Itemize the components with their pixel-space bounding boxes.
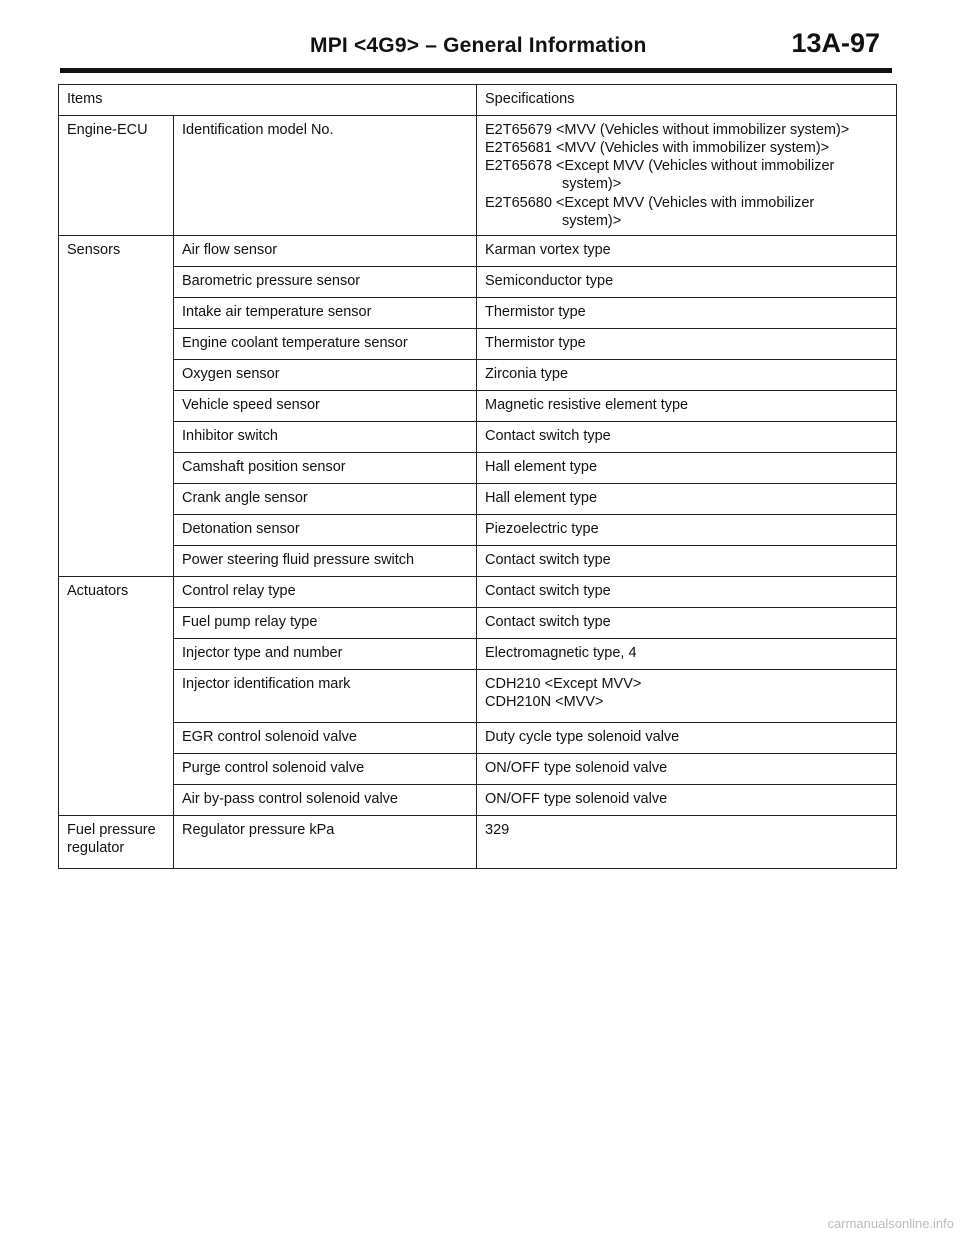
table-row [59,116,897,236]
spec-cell: Semiconductor type [477,266,897,297]
page-number: 13A-97 [791,28,880,58]
spec-line: CDH210 <Except MVV> [485,675,642,692]
table-row [59,784,897,815]
item-cell: Purge control solenoid valve [174,753,477,784]
item-cell: Barometric pressure sensor [174,266,477,297]
table-row [59,607,897,638]
spec-cell: Contact switch type [477,607,897,638]
table-row [59,452,897,483]
spec-cell: Hall element type [477,452,897,483]
table-row [59,328,897,359]
watermark: carmanualsonline.info [827,1216,954,1231]
item-cell: Vehicle speed sensor [174,390,477,421]
item-cell: Air flow sensor [174,235,477,266]
spec-line: system)> [562,176,622,193]
spec-line: E2T65680 <Except MVV (Vehicles with immobilizer [485,194,815,211]
item-cell: Engine coolant temperature sensor [174,328,477,359]
spec-cell: Hall element type [477,483,897,514]
table-row [59,297,897,328]
spec-cell: Duty cycle type solenoid valve [477,722,897,753]
spec-cell: Magnetic resistive element type [477,390,897,421]
specifications-table [58,84,897,869]
spec-cell: Contact switch type [477,421,897,452]
spec-line: E2T65681 <MVV (Vehicles with immobilizer system)> [485,140,830,157]
page-header [60,28,890,70]
item-cell: Air by-pass control solenoid valve [174,784,477,815]
table-row [59,390,897,421]
table-row [59,514,897,545]
table-row [59,266,897,297]
item-cell: Injector type and number [174,638,477,669]
table-row [59,235,897,266]
specifications-header: Specifications [477,85,897,116]
page-title: MPI <4G9> – General Information [310,34,647,57]
item-cell: Intake air temperature sensor [174,297,477,328]
spec-cell: Electromagnetic type, 4 [477,638,897,669]
group-cell-engine-ecu: Engine-ECU [59,116,174,236]
table-row [59,576,897,607]
item-cell: Power steering fluid pressure switch [174,545,477,576]
spec-line: E2T65678 <Except MVV (Vehicles without immobilizer [485,158,835,175]
item-cell: Regulator pressure kPa [174,815,477,868]
header-rule [60,68,892,73]
item-cell: Injector identification mark [174,669,477,722]
table-row [59,638,897,669]
spec-cell: ON/OFF type solenoid valve [477,784,897,815]
table-row [59,669,897,722]
spec-cell: Karman vortex type [477,235,897,266]
item-cell: Camshaft position sensor [174,452,477,483]
spec-cell [477,669,897,722]
item-cell: Oxygen sensor [174,359,477,390]
item-cell: Crank angle sensor [174,483,477,514]
table-row [59,421,897,452]
table-row [59,753,897,784]
spec-line: E2T65679 <MVV (Vehicles without immobilizer system)> [485,122,850,138]
items-header: Items [59,85,477,116]
spec-cell: Contact switch type [477,545,897,576]
table-row [59,483,897,514]
spec-cell: Contact switch type [477,576,897,607]
table-header-row [59,85,897,116]
group-cell-actuators: Actuators [59,576,174,815]
spec-line: CDH210N <MVV> [485,693,604,710]
spec-line: system)> [562,212,622,229]
spec-cell: 329 [477,815,897,868]
table-row [59,359,897,390]
item-cell: Fuel pump relay type [174,607,477,638]
group-cell-fuel-pressure-regulator: Fuel pressure regulator [59,815,174,868]
table-row [59,722,897,753]
spec-cell: Piezoelectric type [477,514,897,545]
item-cell: Detonation sensor [174,514,477,545]
item-cell: Inhibitor switch [174,421,477,452]
spec-cell: Zirconia type [477,359,897,390]
group-cell-sensors: Sensors [59,235,174,576]
table-row [59,545,897,576]
item-cell: EGR control solenoid valve [174,722,477,753]
table-row [59,815,897,868]
item-cell: Identification model No. [174,116,477,236]
spec-cell: Thermistor type [477,328,897,359]
item-cell: Control relay type [174,576,477,607]
spec-cell-engine-ecu [477,116,897,236]
spec-cell: Thermistor type [477,297,897,328]
spec-cell: ON/OFF type solenoid valve [477,753,897,784]
